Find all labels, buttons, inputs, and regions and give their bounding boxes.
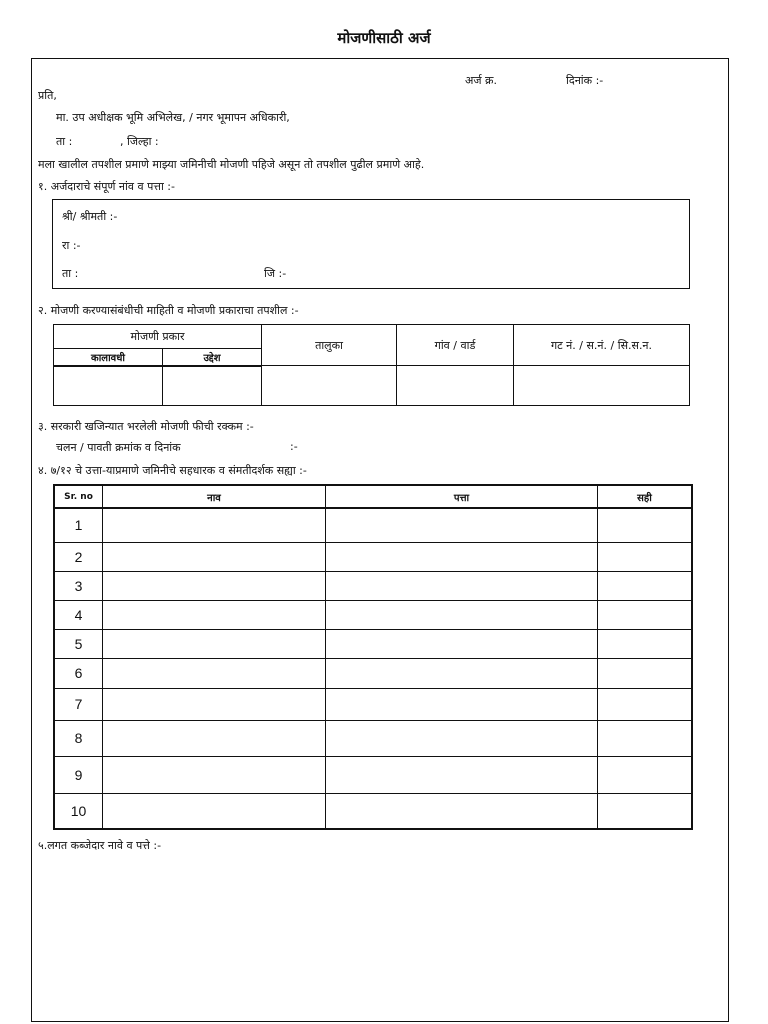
sr-number: 3	[54, 571, 103, 600]
cell-gaon[interactable]	[397, 366, 514, 406]
name-cell[interactable]	[103, 720, 326, 756]
sr-number: 6	[54, 658, 103, 688]
address-cell[interactable]	[326, 600, 598, 629]
chalan-label: चलन / पावती क्रमांक व दिनांक	[56, 441, 181, 454]
co-holders-table	[53, 484, 693, 830]
header-naav: नाव	[103, 485, 326, 508]
address-cell[interactable]	[326, 756, 598, 793]
table-row	[54, 629, 692, 658]
name-cell[interactable]	[103, 756, 326, 793]
signature-cell[interactable]	[598, 508, 693, 542]
sr-number: 10	[54, 793, 103, 829]
addressee-district: , जिल्हा :	[120, 135, 159, 148]
header-gat-no: गट नं. / स.नं. / सि.स.न.	[514, 325, 690, 366]
header-sahi: सही	[598, 485, 693, 508]
section1-heading: १. अर्जदाराचे संपूर्ण नांव व पत्ता :-	[38, 180, 175, 193]
cell-uddesh[interactable]	[163, 366, 262, 406]
signature-cell[interactable]	[598, 571, 693, 600]
cell-kalavadhi[interactable]	[54, 366, 163, 406]
date-label: दिनांक :-	[566, 74, 604, 87]
sr-number: 7	[54, 688, 103, 720]
name-cell[interactable]	[103, 508, 326, 542]
signature-cell[interactable]	[598, 542, 693, 571]
address-cell[interactable]	[326, 629, 598, 658]
sr-number: 5	[54, 629, 103, 658]
cell-taluka[interactable]	[262, 366, 397, 406]
name-cell[interactable]	[103, 571, 326, 600]
header-mojani-prakar: मोजणी प्रकार	[54, 325, 262, 349]
measurement-details-table	[53, 324, 690, 406]
addressee-officer: मा. उप अधीक्षक भूमि अभिलेख, / नगर भूमापन अधिकारी,	[56, 111, 290, 124]
form-title: मोजणीसाठी अर्ज	[337, 29, 431, 47]
sr-number: 8	[54, 720, 103, 756]
table-row	[54, 542, 692, 571]
address-cell[interactable]	[326, 658, 598, 688]
header-uddesh: उद्देश	[163, 349, 262, 366]
table-row	[54, 508, 692, 542]
table-row	[54, 793, 692, 829]
address-cell[interactable]	[326, 688, 598, 720]
table-row	[54, 600, 692, 629]
name-cell[interactable]	[103, 658, 326, 688]
applicant-box	[52, 199, 690, 289]
signature-cell[interactable]	[598, 720, 693, 756]
signature-cell[interactable]	[598, 793, 693, 829]
table-row	[54, 720, 692, 756]
address-cell[interactable]	[326, 793, 598, 829]
name-cell[interactable]	[103, 688, 326, 720]
section5-heading: ५.लगत कब्जेदार नावे व पत्ते :-	[38, 839, 162, 852]
applicant-residence-label: रा :-	[62, 239, 81, 252]
section2-heading: २. मोजणी करण्यासंबंधीची माहिती व मोजणी प्रकाराचा तपशील :-	[38, 304, 299, 317]
name-cell[interactable]	[103, 600, 326, 629]
address-cell[interactable]	[326, 720, 598, 756]
applicant-district-label: जि :-	[264, 267, 287, 280]
header-kalavadhi: कालावधी	[54, 349, 163, 366]
header-sr-no: Sr. no	[54, 485, 103, 508]
addressee-prati: प्रति,	[38, 89, 57, 102]
name-cell[interactable]	[103, 793, 326, 829]
chalan-colon: :-	[290, 440, 298, 453]
table-row	[54, 688, 692, 720]
address-cell[interactable]	[326, 571, 598, 600]
name-cell[interactable]	[103, 542, 326, 571]
signature-cell[interactable]	[598, 658, 693, 688]
signature-cell[interactable]	[598, 756, 693, 793]
address-cell[interactable]	[326, 542, 598, 571]
address-cell[interactable]	[326, 508, 598, 542]
sr-number: 9	[54, 756, 103, 793]
sr-number: 2	[54, 542, 103, 571]
signature-cell[interactable]	[598, 629, 693, 658]
section4-heading: ४. ७/१२ चे उत्ता-याप्रमाणे जमिनीचे सहधारक व संमतीदर्शक सह्या :-	[38, 464, 307, 477]
sr-number: 1	[54, 508, 103, 542]
name-cell[interactable]	[103, 629, 326, 658]
signature-cell[interactable]	[598, 600, 693, 629]
table-row	[54, 658, 692, 688]
application-number-label: अर्ज क्र.	[465, 74, 498, 87]
section3-heading: ३. सरकारी खजिन्यात भरलेली मोजणी फीची रक्कम :-	[38, 420, 254, 433]
header-taluka: तालुका	[262, 325, 397, 366]
signature-cell[interactable]	[598, 688, 693, 720]
cell-gat-no[interactable]	[514, 366, 690, 406]
applicant-name-label: श्री/ श्रीमती :-	[62, 210, 118, 223]
intro-text: मला खालील तपशील प्रमाणे माझ्या जमिनीची मोजणी पहिजे असून तो तपशील पुढील प्रमाणे आहे.	[38, 158, 425, 171]
header-gaon: गांव / वार्ड	[397, 325, 514, 366]
addressee-taluka: ता :	[56, 135, 73, 148]
table-row	[54, 756, 692, 793]
header-patta: पत्ता	[326, 485, 598, 508]
sr-number: 4	[54, 600, 103, 629]
table-row	[54, 571, 692, 600]
applicant-taluka-label: ता :	[62, 267, 79, 280]
